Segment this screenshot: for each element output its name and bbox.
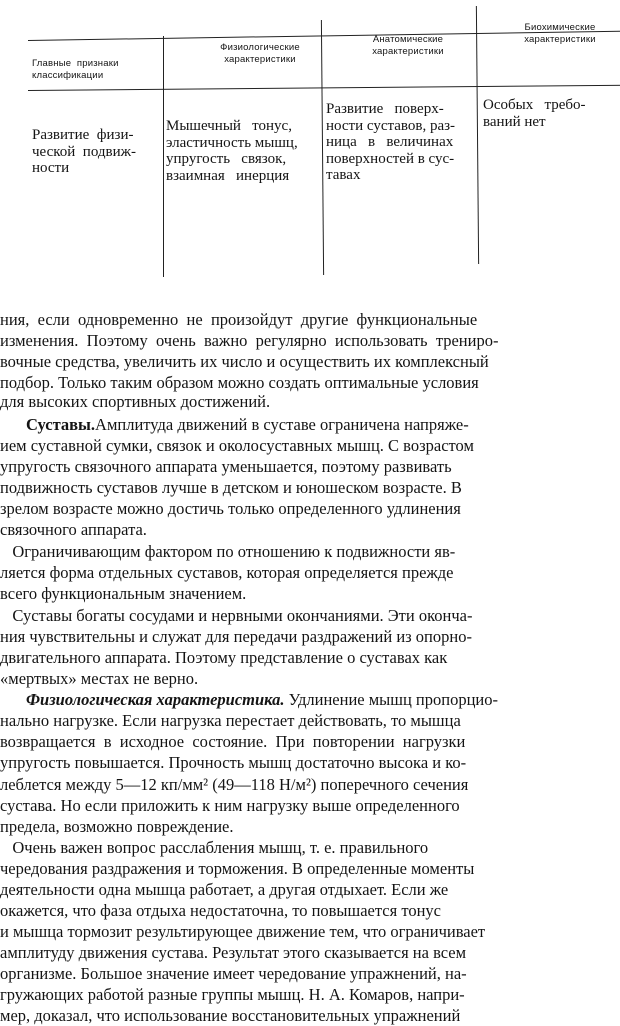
text-line: леблется между 5—12 кп/мм² (49—118 Н/м²) поперечного сечения (0, 775, 469, 794)
header-physiological: Физиологические характеристики (220, 42, 300, 65)
text-line: возвращается в исходное состояние. При повторении нагрузки (0, 732, 466, 751)
text-line: сустава. Но если приложить к ним нагрузку выше определенного (0, 796, 460, 815)
text-line: подвижность суставов лучше в детском и юношеском возрасте. В (0, 478, 462, 497)
text-line: вочные средства, увеличить их число и осуществить их комплексный (0, 352, 489, 371)
table-cell: Мышечный тонус, эластичность мышц, упругость связок, взаимная инерция (166, 118, 298, 184)
text-line: Очень важен вопрос расслабления мышц, т. е. правильного (0, 838, 429, 857)
text-line: Удлинение мышц пропорцио- (284, 690, 498, 709)
text-line: ния чувствительны и служат для передачи раздражений из опорно- (0, 627, 472, 646)
table-column-divider (321, 20, 324, 275)
text-line: мер, доказал, что использование восстановительных упражнений (0, 1006, 461, 1025)
text-line: всего функциональным значением. (0, 584, 247, 603)
text-line: и мышца тормозит результирующее движение тем, что ограничивает (0, 922, 486, 941)
text-line: изменения. Поэтому очень важно регулярно использовать трениро- (0, 331, 499, 350)
text-line: упругость связочного аппарата уменьшается, поэтому развивать (0, 457, 452, 476)
table-cell: Развитие поверх- ности суставов, раз- ница в величинах поверхностей в сус- тавах (326, 101, 456, 183)
paragraph-physiological (26, 690, 498, 710)
header-biochemical: Биохимические характеристики (524, 22, 596, 45)
classification-table (28, 0, 620, 278)
text-line: предела, возможно повреждение. (0, 817, 234, 836)
text-line: Ограничивающим фактором по отношению к подвижности яв- (0, 542, 456, 561)
paragraph-joints (26, 415, 469, 435)
text-line: для высоких спортивных достижений. (0, 392, 271, 411)
table-cell: Особых требо- ваний нет (483, 97, 586, 130)
text-line: упругость повышается. Прочность мышц достаточно высока и ко- (0, 753, 467, 772)
table-column-divider (163, 36, 164, 277)
text-line: гружающих работой разные группы мышц. Н. А. Комаров, напри- (0, 985, 465, 1004)
text-line: ием суставной сумки, связок и околосуставных мышц. С возрастом (0, 436, 474, 455)
text-line: нально нагрузке. Если нагрузка перестает действовать, то мышца (0, 711, 461, 730)
table-column-divider (476, 6, 479, 264)
text-line: Суставы богаты сосудами и нервными окончаниями. Эти оконча- (0, 606, 473, 625)
text-line: окажется, что фаза отдыха недостаточна, то повышается тонус (0, 901, 441, 920)
header-anatomical: Анатомические характеристики (372, 34, 444, 57)
joints-heading: Суставы. (26, 415, 96, 434)
text-line: ляется форма отдельных суставов, которая определяется прежде (0, 563, 454, 582)
text-line: связочного аппарата. (0, 520, 147, 539)
header-main-features: Главные признаки классификации (32, 58, 119, 81)
text-line: амплитуду движения сустава. Результат этого сказывается на всем (0, 943, 467, 962)
text-line: организме. Большое значение имеет чередование упражнений, на- (0, 964, 467, 983)
table-cell: Развитие физи- ческой подвиж- ности (32, 127, 136, 176)
table-header-rule (28, 85, 620, 91)
text-line: деятельности одна мышца работает, а другая отдыхает. Если же (0, 880, 449, 899)
text-line: «мертвых» местах не верно. (0, 669, 199, 688)
physiological-heading: Физиологическая характеристика. (26, 690, 285, 709)
text-line: ния, если одновременно не произойдут другие функциональные (0, 310, 478, 329)
text-line: двигательного аппарата. Поэтому представление о суставах как (0, 648, 448, 667)
text-line: подбор. Только таким образом можно создать оптимальные условия (0, 373, 479, 392)
text-line: Амплитуда движений в суставе ограничена напряже- (95, 415, 469, 434)
text-line: чередования раздражения и торможения. В определенные моменты (0, 859, 475, 878)
text-line: зрелом возрасте можно достичь только определенного удлинения (0, 499, 461, 518)
